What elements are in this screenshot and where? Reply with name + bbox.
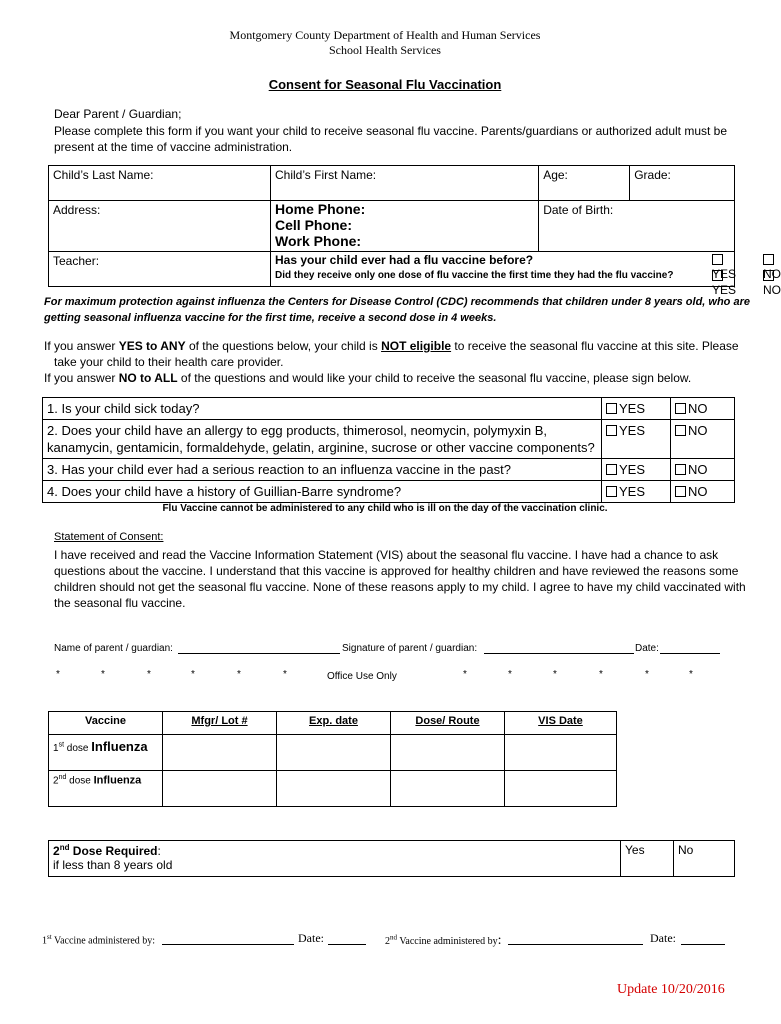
first-dose-route[interactable]: [391, 735, 505, 771]
last-name-label: Child’s Last Name:: [53, 168, 154, 182]
child-info-table: [48, 165, 781, 297]
header-mfgr-lot: Mfgr/ Lot #: [163, 712, 277, 735]
header-vaccine: Vaccine: [49, 712, 163, 735]
signature-date-line[interactable]: [660, 653, 720, 654]
first-dose-exp[interactable]: [277, 735, 391, 771]
consent-line-4: the seasonal flu vaccine.: [54, 596, 186, 610]
star: *: [56, 669, 60, 680]
second-dose-label: 2nd dose Influenza: [49, 771, 163, 807]
office-use-label: Office Use Only: [327, 671, 397, 682]
q2-no[interactable]: [671, 420, 735, 459]
no-label: NO: [763, 283, 781, 297]
star: *: [553, 669, 557, 680]
vaccine-admin-table: [48, 711, 617, 807]
consent-heading: Statement of Consent:: [54, 531, 164, 543]
star: *: [283, 669, 287, 680]
second-vaccine-date-line[interactable]: [681, 944, 725, 945]
cdc-note-line-2: getting seasonal influenza vaccine for the first time, receive a second dose in 4 weeks.: [44, 312, 497, 324]
q1-yes[interactable]: [602, 398, 671, 420]
address-label: Address:: [53, 203, 101, 217]
q3-no[interactable]: [671, 459, 735, 481]
last-name-cell[interactable]: [49, 166, 271, 201]
ill-child-note: Flu Vaccine cannot be administered to any child who is ill on the day of the vaccination clinic.: [162, 503, 608, 514]
checkbox-icon: [763, 254, 774, 265]
first-dose-label: 1st dose Influenza: [49, 735, 163, 771]
one-dose-question: Did they receive only one dose of flu vaccine the first time they had the flu vaccine?: [275, 270, 674, 281]
no-label: NO: [763, 267, 781, 281]
checkbox-icon: [675, 403, 686, 414]
teacher-cell[interactable]: [49, 252, 271, 287]
signature-label: Signature of parent / guardian:: [342, 643, 478, 654]
yes-label: YES: [619, 462, 646, 477]
form-title: Consent for Seasonal Flu Vaccination: [268, 77, 502, 92]
star: *: [237, 669, 241, 680]
star: *: [599, 669, 603, 680]
second-vaccine-date-label: Date:: [650, 931, 676, 945]
first-vaccine-date-line[interactable]: [328, 944, 366, 945]
checkbox-icon: [606, 464, 617, 475]
star: *: [147, 669, 151, 680]
second-dose-route[interactable]: [391, 771, 505, 807]
first-vaccine-admin-line[interactable]: [162, 944, 294, 945]
question-4: 4. Does your child have a history of Guillian-Barre syndrome?: [43, 481, 602, 503]
first-name-label: Child’s First Name:: [275, 168, 377, 182]
second-dose-mfgr[interactable]: [163, 771, 277, 807]
phones-cell[interactable]: [271, 201, 539, 252]
star: *: [689, 669, 693, 680]
flu-history-cell: [271, 252, 781, 297]
yes-label: YES: [619, 484, 646, 499]
first-vaccine-admin-label: 1st Vaccine administered by:: [42, 933, 156, 947]
address-cell[interactable]: [49, 201, 271, 252]
header-exp-date: Exp. date: [277, 712, 391, 735]
second-dose-exp[interactable]: [277, 771, 391, 807]
age-cell[interactable]: [539, 166, 630, 201]
q4-yes[interactable]: [602, 481, 671, 503]
cdc-note-line-1: For maximum protection against influenza the Centers for Disease Control (CDC) recommends that children under 8 years old, who are: [44, 296, 750, 308]
yes-label: YES: [712, 283, 737, 297]
consent-line-3: children should not get the seasonal flu vaccine. None of these reasons apply to my child. I agree to have my child vaccinated with: [54, 580, 746, 594]
question-1: 1. Is your child sick today?: [43, 398, 602, 420]
second-dose-vis[interactable]: [505, 771, 617, 807]
office-use-row: [0, 669, 770, 683]
work-phone-label: Work Phone:: [275, 233, 362, 249]
second-vaccine-admin-line[interactable]: [508, 944, 643, 945]
checkbox-icon: [675, 486, 686, 497]
agency-name: Montgomery County Department of Health and Human Services: [229, 28, 541, 42]
first-vaccine-date-label: Date:: [298, 931, 324, 945]
no-label: NO: [688, 462, 708, 477]
dob-cell[interactable]: [539, 201, 735, 252]
home-phone-label: Home Phone:: [275, 201, 366, 217]
yes-label: YES: [619, 401, 646, 416]
yes-label: YES: [619, 423, 646, 438]
header-dose-route: Dose/ Route: [391, 712, 505, 735]
instruction-yes-cont: take your child to their health care provider.: [54, 355, 284, 369]
first-name-cell[interactable]: [271, 166, 539, 201]
teacher-label: Teacher:: [53, 254, 100, 268]
dob-label: Date of Birth:: [543, 203, 614, 217]
second-dose-yes[interactable]: Yes: [621, 841, 674, 877]
no-label: NO: [688, 423, 708, 438]
flu-before-question: Has your child ever had a flu vaccine before?: [275, 253, 534, 267]
consent-line-2: questions about the vaccine. I understand that this vaccine is approved for healthy children and have reviewed the reasons some: [54, 564, 739, 578]
eligibility-questions-table: [42, 397, 735, 503]
checkbox-icon: [606, 486, 617, 497]
no-label: NO: [688, 401, 708, 416]
intro-line-2: present at the time of vaccine administration.: [54, 140, 293, 154]
star: *: [463, 669, 467, 680]
second-dose-required-label: 2nd Dose Required: if less than 8 years old: [49, 841, 621, 877]
second-dose-no[interactable]: No: [674, 841, 735, 877]
grade-cell[interactable]: [630, 166, 735, 201]
star: *: [101, 669, 105, 680]
first-dose-vis[interactable]: [505, 735, 617, 771]
q4-no[interactable]: [671, 481, 735, 503]
checkbox-icon: [712, 270, 723, 281]
signature-line[interactable]: [484, 653, 634, 654]
grade-label: Grade:: [634, 168, 671, 182]
checkbox-icon: [763, 270, 774, 281]
q1-no[interactable]: [671, 398, 735, 420]
instruction-yes: If you answer YES to ANY of the questions below, your child is NOT eligible to receive the seasonal flu vaccine at this site. Please: [44, 339, 739, 353]
instruction-no: If you answer NO to ALL of the questions and would like your child to receive the seasonal flu vaccine, please sign below.: [44, 371, 692, 385]
update-date: Update 10/20/2016: [617, 982, 725, 997]
checkbox-icon: [675, 464, 686, 475]
intro-line-1: Please complete this form if you want your child to receive seasonal flu vaccine. Parents/guardians or authorized adult must be: [54, 124, 728, 138]
second-dose-required-table: [48, 840, 735, 877]
one-dose-no[interactable]: [763, 269, 781, 297]
header-vis-date: VIS Date: [505, 712, 617, 735]
star: *: [191, 669, 195, 680]
salutation: Dear Parent / Guardian;: [54, 107, 182, 121]
no-label: NO: [688, 484, 708, 499]
star: *: [645, 669, 649, 680]
checkbox-icon: [606, 425, 617, 436]
signature-date-label: Date:: [635, 643, 659, 654]
checkbox-icon: [712, 254, 723, 265]
department-name: School Health Services: [329, 43, 441, 57]
checkbox-icon: [675, 425, 686, 436]
q3-yes[interactable]: [602, 459, 671, 481]
one-dose-yes[interactable]: [712, 269, 736, 297]
yes-label: YES: [712, 267, 737, 281]
checkbox-icon: [606, 403, 617, 414]
star: *: [508, 669, 512, 680]
consent-line-1: I have received and read the Vaccine Information Statement (VIS) about the seasonal flu vaccine. I have had a chance to ask: [54, 548, 719, 562]
cell-phone-label: Cell Phone:: [275, 217, 353, 233]
second-vaccine-admin-label: 2nd Vaccine administered by:: [385, 933, 502, 948]
age-label: Age:: [543, 168, 568, 182]
q2-yes[interactable]: [602, 420, 671, 459]
first-dose-mfgr[interactable]: [163, 735, 277, 771]
question-2: 2. Does your child have an allergy to egg products, thimerosol, neomycin, polymyxin B, kanamycin, gentamicin, formaldehyde, gelatin, arginine, sucrose or other vaccine components?: [43, 420, 602, 459]
question-3: 3. Has your child ever had a serious reaction to an influenza vaccine in the past?: [43, 459, 602, 481]
parent-name-label: Name of parent / guardian:: [54, 643, 173, 654]
parent-name-line[interactable]: [178, 653, 340, 654]
